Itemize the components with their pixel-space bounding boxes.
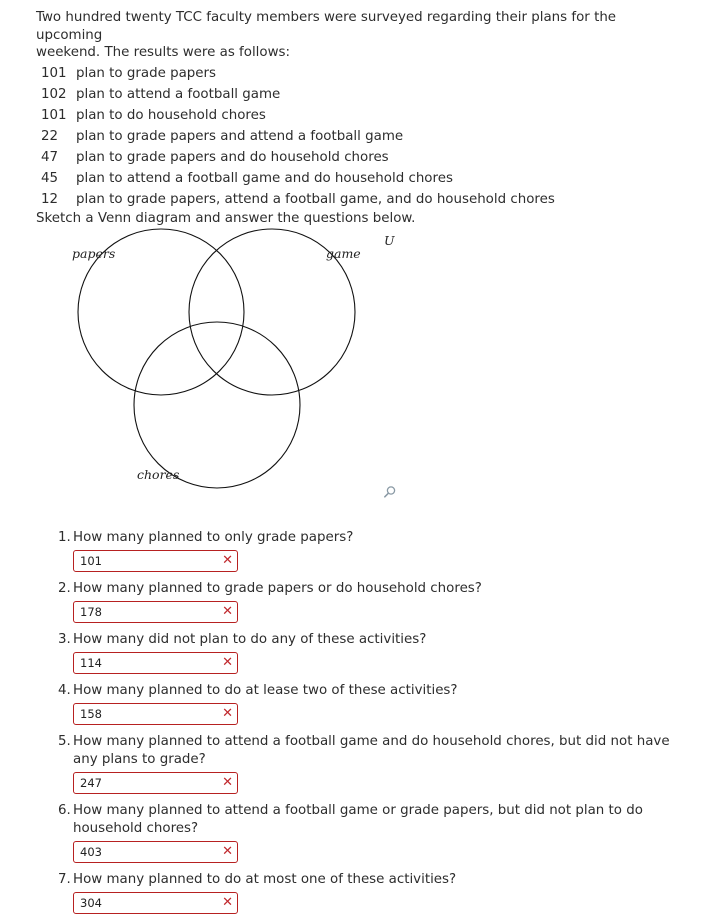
- result-text: plan to attend a football game and do household chores: [76, 170, 453, 186]
- question-text: How many planned to do at lease two of these activities?: [73, 683, 458, 698]
- question-number: 7.: [58, 872, 71, 887]
- incorrect-icon: ✕: [222, 553, 233, 568]
- question-number: 2.: [58, 581, 71, 596]
- papers-label: papers: [72, 246, 116, 261]
- questions-list: [58, 529, 678, 922]
- result-count: 47: [41, 149, 59, 165]
- answer-input[interactable]: [73, 652, 238, 674]
- answer-input[interactable]: [73, 841, 238, 863]
- answer-value: 247: [80, 776, 102, 790]
- answer-value: 158: [80, 707, 102, 721]
- answer-input[interactable]: [73, 892, 238, 914]
- result-text: plan to grade papers and do household chores: [76, 149, 389, 165]
- question-item: [58, 682, 678, 725]
- question-number: 3.: [58, 632, 71, 647]
- question-item: [58, 529, 678, 572]
- chores-circle: [134, 322, 300, 488]
- incorrect-icon: ✕: [222, 775, 233, 790]
- result-count: 101: [41, 107, 67, 123]
- zoom-icon[interactable]: [383, 485, 397, 499]
- question-item: [58, 802, 678, 863]
- result-text: plan to do household chores: [76, 107, 266, 123]
- question-text: How many did not plan to do any of these activities?: [73, 632, 427, 647]
- question-number: 5.: [58, 734, 71, 749]
- result-count: 102: [41, 87, 67, 103]
- question-number: 4.: [58, 683, 71, 698]
- result-count: 22: [41, 128, 59, 144]
- answer-input[interactable]: [73, 703, 238, 725]
- instruction-text: Sketch a Venn diagram and answer the questions below.: [36, 210, 416, 226]
- universe-label: U: [384, 233, 395, 248]
- question-text: How many planned to do at most one of these activities?: [73, 872, 457, 887]
- result-count: 12: [41, 191, 59, 207]
- result-text: plan to grade papers and attend a football game: [76, 128, 404, 144]
- incorrect-icon: ✕: [222, 604, 233, 619]
- question-text: How many planned to attend a football game and do household chores, but did not have any plans to grade?: [73, 734, 670, 767]
- answer-input[interactable]: [73, 550, 238, 572]
- answer-value: 101: [80, 554, 102, 568]
- question-number: 1.: [58, 530, 71, 545]
- question-item: [58, 733, 678, 794]
- intro-line-2: weekend. The results were as follows:: [36, 45, 291, 60]
- game-label: game: [326, 246, 361, 261]
- answer-value: 304: [80, 896, 102, 910]
- question-text: How many planned to only grade papers?: [73, 530, 354, 545]
- question-text: How many planned to attend a football game or grade papers, but did not plan to do household chores?: [73, 803, 643, 836]
- result-text: plan to grade papers, attend a football game, and do household chores: [76, 191, 555, 207]
- result-text: plan to grade papers: [76, 66, 217, 82]
- result-text: plan to attend a football game: [76, 87, 281, 103]
- incorrect-icon: ✕: [222, 895, 233, 910]
- question-item: [58, 871, 678, 914]
- question-item: [58, 580, 678, 623]
- result-count: 101: [41, 66, 67, 82]
- question-number: 6.: [58, 803, 71, 818]
- incorrect-icon: ✕: [222, 706, 233, 721]
- result-count: 45: [41, 170, 59, 186]
- answer-value: 178: [80, 605, 102, 619]
- question-item: [58, 631, 678, 674]
- question-text: How many planned to grade papers or do household chores?: [73, 581, 482, 596]
- incorrect-icon: ✕: [222, 655, 233, 670]
- answer-value: 403: [80, 845, 102, 859]
- chores-label: chores: [137, 467, 180, 482]
- answer-input[interactable]: [73, 772, 238, 794]
- answer-input[interactable]: [73, 601, 238, 623]
- answer-value: 114: [80, 656, 102, 670]
- intro-line-1: Two hundred twenty TCC faculty members were surveyed regarding their plans for the upcoming: [36, 10, 617, 43]
- incorrect-icon: ✕: [222, 844, 233, 859]
